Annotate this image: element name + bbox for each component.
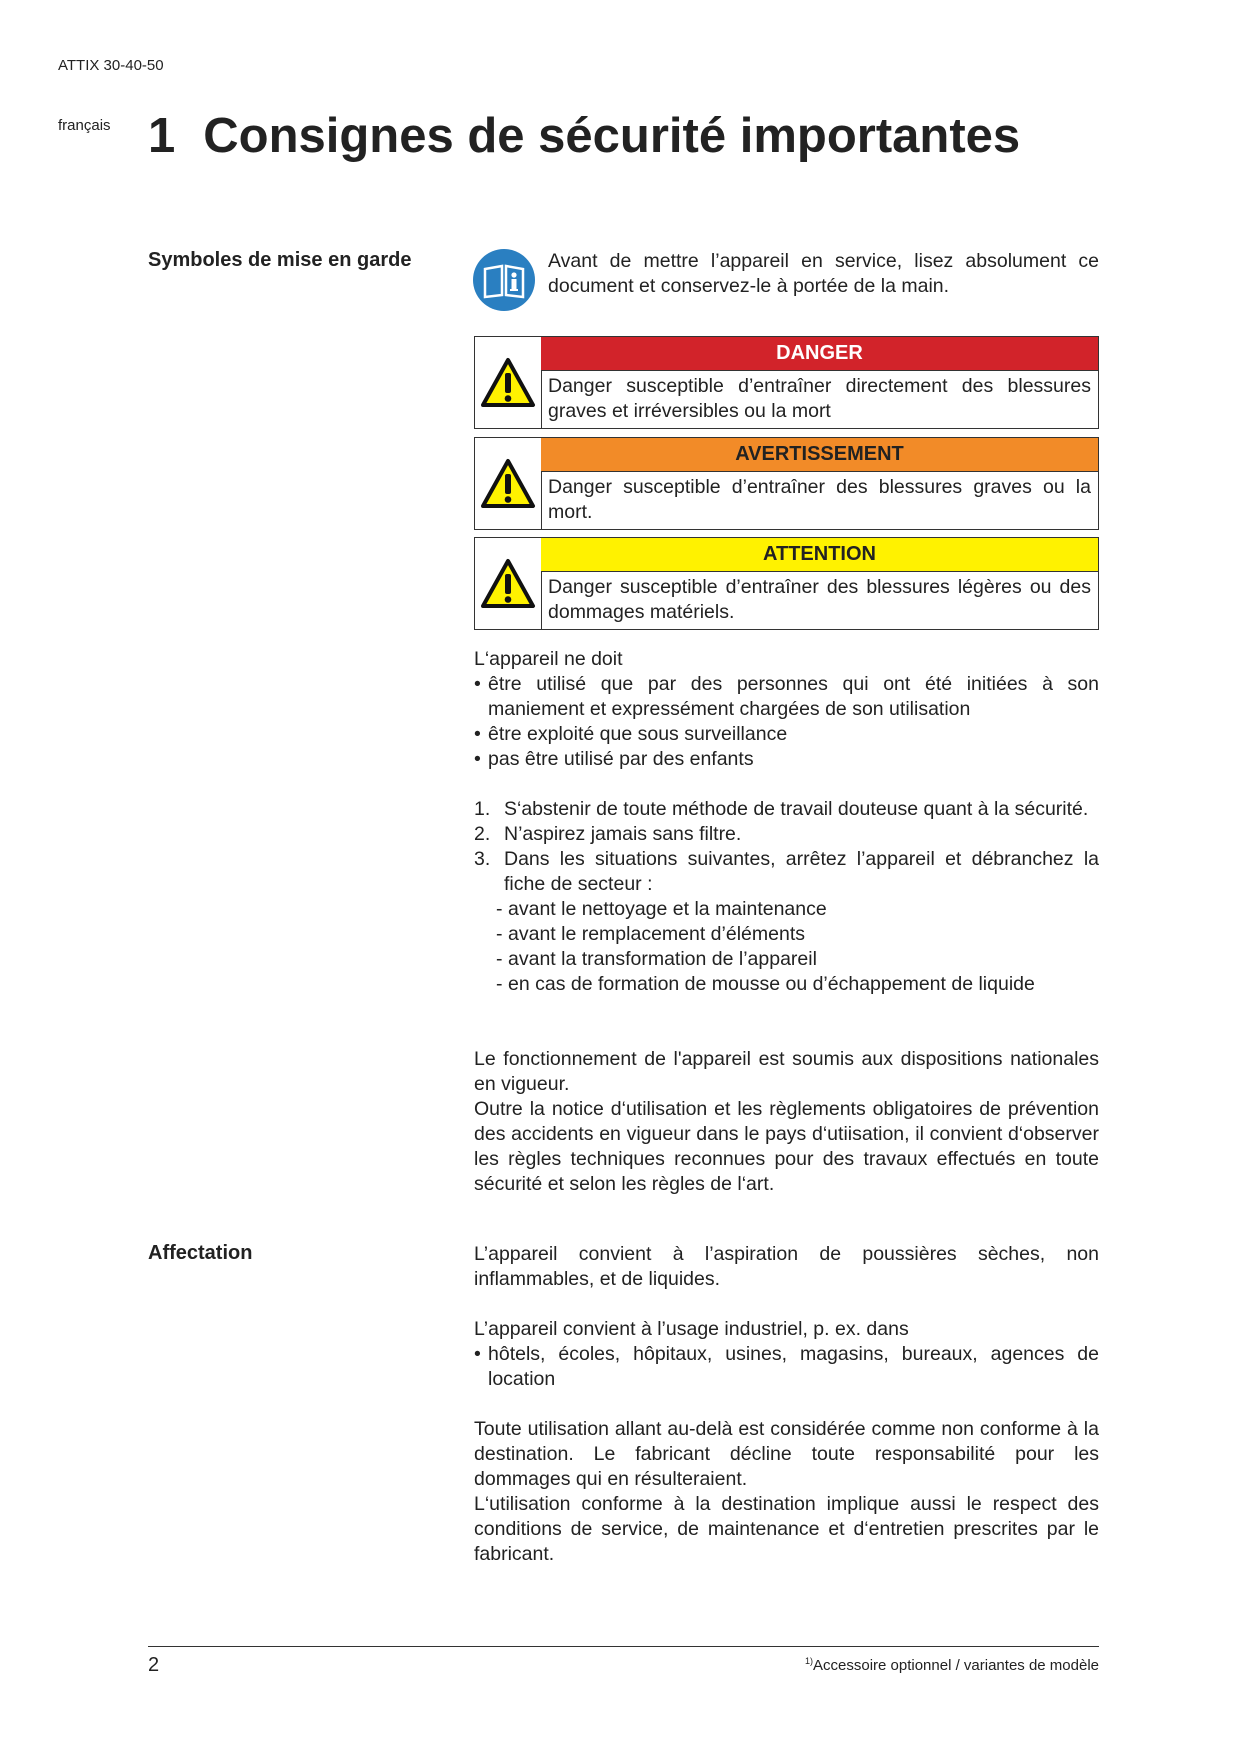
document-model: ATTIX 30-40-50 xyxy=(58,57,164,74)
paragraph: L’appareil convient à l’aspiration de poussières sèches, non inflammables, et de liquides. xyxy=(474,1243,1099,1290)
sub-list-item: - en cas de formation de mousse ou d’échappement de liquide xyxy=(496,972,1099,997)
list-item: • hôtels, écoles, hôpitaux, usines, magasins, bureaux, agences de location xyxy=(474,1342,1099,1392)
page-number: 2 xyxy=(148,1654,160,1676)
footnote-mark: 1) xyxy=(804,1656,813,1666)
restrictions-intro: L‘appareil ne doit xyxy=(474,648,623,670)
danger-text: Danger susceptible d’entraîner directement des blessures graves et irréversibles ou la mort xyxy=(548,375,1091,422)
section-heading-symbols: Symboles de mise en garde xyxy=(148,249,412,271)
list-item: • pas être utilisé par des enfants xyxy=(474,747,1099,772)
chapter-number: 1 xyxy=(148,109,176,163)
paragraph: L‘utilisation conforme à la destination implique aussi le respect des conditions de service, de maintenance et d‘entretien prescrites par le fabricant. xyxy=(474,1493,1099,1565)
danger-box xyxy=(474,336,1099,429)
manual-info-icon xyxy=(473,249,535,311)
list-item: • être utilisé que par des personnes qui ont été initiées à son maniement et expressément chargées de son utilisation xyxy=(474,672,1099,722)
list-item: 1. S‘abstenir de toute méthode de travail douteuse quant à la sécurité. xyxy=(474,798,1089,820)
paragraph: Outre la notice d‘utilisation et les règlements obligatoires de prévention des accidents en vigueur dans le pays d‘utiisation, il convient d‘observer les règles techniques reconnues pour des travaux effectués en toute sécurité et selon les règles de l‘art. xyxy=(474,1098,1099,1195)
paragraph: Toute utilisation allant au-delà est considérée comme non conforme à la destination. Le fabricant décline toute responsabilité pour les dommages qui en résulteraient. xyxy=(474,1418,1099,1490)
caution-text: Danger susceptible d’entraîner des blessures légères ou des dommages matériels. xyxy=(548,576,1091,623)
page-title xyxy=(148,108,1020,164)
caution-label: ATTENTION xyxy=(541,538,1098,572)
footer-divider xyxy=(148,1646,1099,1647)
affectation-text xyxy=(474,1242,1099,1567)
safety-steps xyxy=(474,797,1099,997)
warning-text: Danger susceptible d’entraîner des blessures graves ou la mort. xyxy=(548,476,1091,523)
warning-label: AVERTISSEMENT xyxy=(541,438,1098,472)
warning-triangle-icon xyxy=(475,538,542,629)
sub-list-item: - avant le remplacement d’éléments xyxy=(496,922,1099,947)
danger-label: DANGER xyxy=(541,337,1098,371)
language-label: français xyxy=(58,117,111,134)
caution-box xyxy=(474,537,1099,630)
warning-box xyxy=(474,437,1099,530)
regulations-text xyxy=(474,1047,1099,1197)
list-item: • être exploité que sous surveillance xyxy=(474,722,1099,747)
sub-list-item: - avant le nettoyage et la maintenance xyxy=(496,897,1099,922)
chapter-title: Consignes de sécurité importantes xyxy=(203,109,1021,163)
info-text: Avant de mettre l’appareil en service, lisez absolument ce document et conservez-le à portée de la main. xyxy=(548,250,1099,297)
usage-restrictions xyxy=(474,647,1099,772)
list-item: 2. N’aspirez jamais sans filtre. xyxy=(474,823,742,845)
warning-triangle-icon xyxy=(475,438,542,529)
section-heading-affectation: Affectation xyxy=(148,1242,253,1264)
warning-triangle-icon xyxy=(475,337,542,428)
paragraph: Le fonctionnement de l'appareil est soumis aux dispositions nationales en vigueur. xyxy=(474,1048,1099,1095)
paragraph: L’appareil convient à l’usage industriel, p. ex. dans xyxy=(474,1318,909,1340)
list-item: 3. Dans les situations suivantes, arrêtez l’appareil et débranchez la fiche de secteur : - avant le nettoyage et la maintenance - avant le remplacement d’éléments - avant la transformation de l’appareil - en cas de formation de mousse ou d’échappement de liquide xyxy=(474,847,1099,997)
sub-list-item: - avant la transformation de l’appareil xyxy=(496,947,1099,972)
footnote-text: Accessoire optionnel / variantes de modèle xyxy=(813,1657,1099,1674)
footnote xyxy=(805,1656,1099,1674)
